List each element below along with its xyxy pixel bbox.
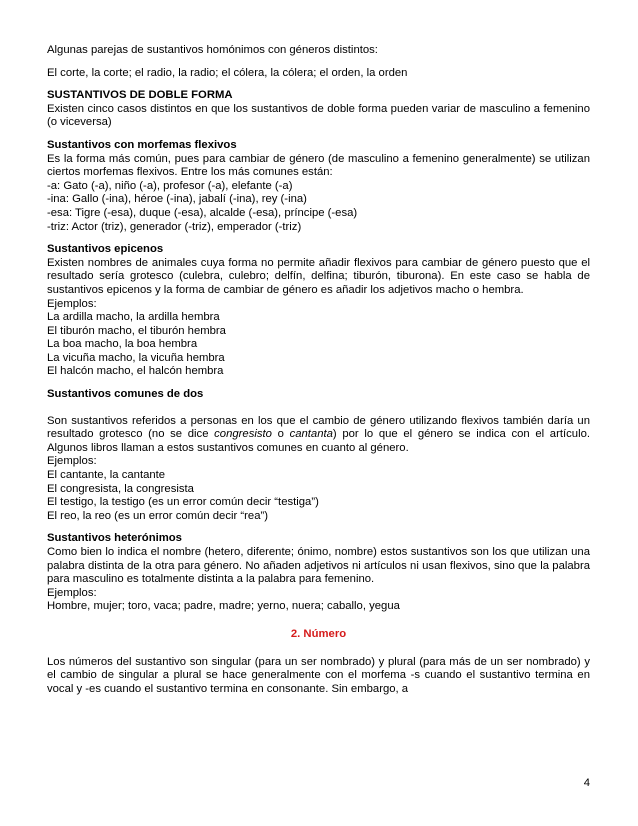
comunes-example: El cantante, la cantante bbox=[47, 469, 166, 482]
heteronimos-examples: Hombre, mujer; toro, vaca; padre, madre; yerno, nuera; caballo, yegua bbox=[47, 600, 400, 613]
comunes-example: El testigo, la testigo (es un error común decir “testiga”) bbox=[47, 496, 319, 509]
heteronimos-text: Como bien lo indica el nombre (hetero, diferente; ónimo, nombre) estos sustantivos son los que utilizan una palabra distinta de la otra para género. No añaden adjetivos ni artículos ni usan flexivos, sino que la palabra para masculino es totalmente distinta a la palabra para femenino. bbox=[47, 546, 590, 586]
numero-text: Los números del sustantivo son singular (para un ser nombrado) y plural (para más de un ser nombrado) y el cambio de singular a plural se hace generalmente con el morfema -s cuando el sustantivo termina en vocal y -es cuando el sustantivo termina en consonante. Sin embargo, a bbox=[47, 655, 590, 695]
comunes-emphasis: cantanta bbox=[289, 428, 333, 441]
morfemas-heading: Sustantivos con morfemas flexivos bbox=[47, 138, 237, 151]
epicenos-example: El tiburón macho, el tiburón hembra bbox=[47, 324, 226, 337]
epicenos-example: El halcón macho, el halcón hembra bbox=[47, 365, 224, 378]
comunes-emphasis: congresisto bbox=[214, 428, 272, 441]
page-number: 4 bbox=[583, 777, 590, 789]
comunes-example: El reo, la reo (es un error común decir “rea”) bbox=[47, 509, 268, 522]
intro-examples: El corte, la corte; el radio, la radio; el cólera, la cólera; el orden, la orden bbox=[47, 66, 408, 79]
heteronimos-examples-label: Ejemplos: bbox=[47, 586, 97, 599]
epicenos-example: La vicuña macho, la vicuña hembra bbox=[47, 351, 225, 364]
comunes-heading: Sustantivos comunes de dos bbox=[47, 388, 204, 401]
heteronimos-heading: Sustantivos heterónimos bbox=[47, 532, 182, 545]
morfemas-text: Es la forma más común, pues para cambiar de género (de masculino a femenino generalmente) se utilizan ciertos morfemas flexivos. Entre los más comunes están: bbox=[47, 152, 590, 179]
epicenos-examples-label: Ejemplos: bbox=[47, 297, 97, 310]
morfemas-item: -triz: Actor (triz), generador (-triz), emperador (-triz) bbox=[47, 220, 302, 233]
comunes-example: El congresista, la congresista bbox=[47, 482, 194, 495]
comunes-examples-label: Ejemplos: bbox=[47, 455, 97, 468]
morfemas-item: -ina: Gallo (-ina), héroe (-ina), jabalí (-ina), rey (-ina) bbox=[47, 193, 307, 206]
epicenos-text: Existen nombres de animales cuya forma no permite añadir flexivos para cambiar de género puesto que el resultado sería grotesco (culebra, culebro; delfín, delfina; tiburón, tiburona). En este caso se habla de sustantivos epicenos y la forma de cambiar de género es añadir los adjetivos macho o hembra. bbox=[47, 256, 590, 296]
numero-heading: 2. Número bbox=[290, 627, 347, 640]
doble-forma-heading: SUSTANTIVOS DE DOBLE FORMA bbox=[47, 89, 233, 102]
epicenos-heading: Sustantivos epicenos bbox=[47, 243, 164, 256]
epicenos-example: La boa macho, la boa hembra bbox=[47, 338, 198, 351]
comunes-text: Son sustantivos referidos a personas en los que el cambio de género utilizando flexivos también daría un resultado grotesco (no se dice congresisto o cantanta) por lo que el género se indica con el artículo. Algunos libros llaman a estos sustantivos comunes en cuanto al género. bbox=[47, 414, 590, 454]
morfemas-item: -esa: Tigre (-esa), duque (-esa), alcalde (-esa), príncipe (-esa) bbox=[47, 206, 358, 219]
morfemas-item: -a: Gato (-a), niño (-a), profesor (-a), elefante (-a) bbox=[47, 179, 293, 192]
intro-text: Algunas parejas de sustantivos homónimos con géneros distintos: bbox=[47, 44, 378, 56]
epicenos-example: La ardilla macho, la ardilla hembra bbox=[47, 311, 220, 324]
doble-forma-text: Existen cinco casos distintos en que los sustantivos de doble forma pueden variar de masculino a femenino (o viceversa) bbox=[47, 102, 590, 129]
